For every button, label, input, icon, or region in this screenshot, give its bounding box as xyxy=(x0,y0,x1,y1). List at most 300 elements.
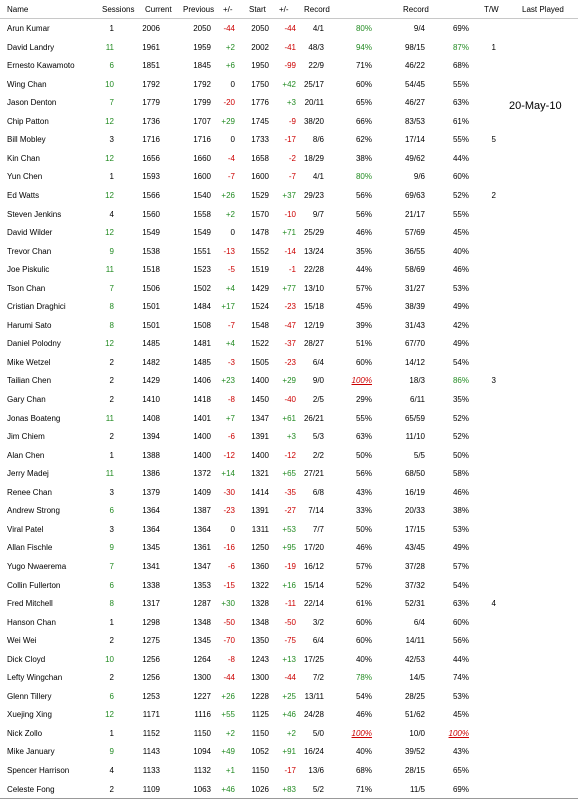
table-row xyxy=(0,520,578,539)
cell-c2: -23 xyxy=(284,357,296,367)
cell-c2: +71 xyxy=(282,228,296,238)
cell-rec2: 98/15 xyxy=(404,42,425,52)
cell-c2: -37 xyxy=(284,339,296,349)
table-row xyxy=(0,19,578,38)
cell-pct2: 55% xyxy=(452,79,469,89)
cell-previous: 1347 xyxy=(193,561,211,571)
cell-pct1: 39% xyxy=(355,320,372,330)
cell-c2: -12 xyxy=(284,450,296,460)
cell-sessions: 10 xyxy=(105,79,114,89)
cell-c1: +2 xyxy=(225,42,235,52)
cell-name: Xuejing Xing xyxy=(7,710,52,720)
cell-c1: +30 xyxy=(221,599,235,609)
cell-sessions: 9 xyxy=(109,543,114,553)
cell-c1: -50 xyxy=(223,617,235,627)
cell-c1: +23 xyxy=(221,376,235,386)
cell-name: Kin Chan xyxy=(7,153,40,163)
table-row xyxy=(0,371,578,390)
cell-sessions: 3 xyxy=(109,487,114,497)
cell-current: 1256 xyxy=(142,654,160,664)
cell-pct1: 61% xyxy=(355,599,372,609)
cell-current: 1394 xyxy=(142,432,160,442)
cell-name: Lefty Wingchan xyxy=(7,673,63,683)
cell-previous: 1348 xyxy=(193,617,211,627)
cell-rec2: 46/27 xyxy=(404,98,425,108)
cell-pct2: 69% xyxy=(452,24,469,33)
cell-pct2: 63% xyxy=(452,98,469,108)
cell-c2: +77 xyxy=(282,283,296,293)
cell-c2: -19 xyxy=(284,561,296,571)
cell-pct1: 29% xyxy=(355,395,372,404)
cell-c2: -14 xyxy=(284,246,296,256)
cell-previous: 2050 xyxy=(193,24,211,33)
cell-rec2: 14/5 xyxy=(409,673,425,683)
cell-c2: +65 xyxy=(282,469,296,479)
cell-tw: 3 xyxy=(491,376,496,386)
cell-rec2: 67/70 xyxy=(404,339,425,349)
cell-pct1: 46% xyxy=(355,710,372,720)
cell-previous: 1418 xyxy=(193,395,211,404)
cell-pct1: 65% xyxy=(355,98,372,108)
cell-rec2: 83/53 xyxy=(404,116,425,126)
cell-rec2: 17/14 xyxy=(404,135,425,145)
cell-start: 1750 xyxy=(251,79,269,89)
cell-pct2: 44% xyxy=(452,654,469,664)
cell-sessions: 1 xyxy=(109,728,114,738)
cell-c2: +37 xyxy=(282,190,296,200)
cell-rec1: 6/8 xyxy=(312,487,324,497)
cell-pct1: 50% xyxy=(355,524,372,534)
cell-previous: 1063 xyxy=(193,784,211,794)
cell-pct1: 40% xyxy=(355,654,372,664)
cell-previous: 1387 xyxy=(193,506,211,516)
cell-rec1: 7/14 xyxy=(308,506,324,516)
cell-sessions: 12 xyxy=(105,710,114,720)
cell-name: Spencer Harrison xyxy=(7,766,70,775)
cell-c1: -7 xyxy=(227,320,235,330)
table-row xyxy=(0,316,578,335)
cell-c1: -30 xyxy=(223,487,235,497)
cell-pct2: 100% xyxy=(448,728,469,738)
cell-start: 1478 xyxy=(251,228,269,238)
cell-c2: -44 xyxy=(284,24,296,33)
table-row xyxy=(0,297,578,316)
cell-pct2: 87% xyxy=(452,42,469,52)
cell-current: 1961 xyxy=(142,42,160,52)
header-last-played: Last Played xyxy=(522,5,564,14)
cell-c1: -44 xyxy=(223,24,235,33)
cell-current: 1152 xyxy=(142,728,160,738)
cell-sessions: 1 xyxy=(109,172,114,182)
cell-name: Jim Chiem xyxy=(7,432,45,442)
cell-previous: 1227 xyxy=(193,691,211,701)
cell-rec1: 48/3 xyxy=(308,42,324,52)
cell-name: David Landry xyxy=(7,42,55,52)
cell-pct2: 58% xyxy=(452,469,469,479)
cell-pct2: 49% xyxy=(452,302,469,312)
cell-start: 1570 xyxy=(251,209,269,219)
cell-rec1: 27/21 xyxy=(303,469,324,479)
cell-c1: +29 xyxy=(221,116,235,126)
table-row xyxy=(0,223,578,242)
cell-rec1: 24/28 xyxy=(303,710,324,720)
cell-c2: +3 xyxy=(286,98,296,108)
cell-c2: -41 xyxy=(284,42,296,52)
cell-previous: 1345 xyxy=(193,636,211,646)
cell-sessions: 8 xyxy=(109,599,114,609)
cell-name: Trevor Chan xyxy=(7,246,52,256)
cell-c2: +61 xyxy=(282,413,296,423)
cell-current: 1317 xyxy=(142,599,160,609)
cell-c1: +4 xyxy=(225,339,235,349)
cell-c2: -9 xyxy=(288,116,296,126)
cell-name: Fred Mitchell xyxy=(7,599,53,609)
cell-rec1: 17/25 xyxy=(303,654,324,664)
cell-current: 1364 xyxy=(142,524,160,534)
cell-name: Nick Zollo xyxy=(7,728,43,738)
cell-rec1: 13/11 xyxy=(304,691,324,701)
cell-rec1: 16/24 xyxy=(303,747,324,757)
cell-start: 1125 xyxy=(251,710,269,720)
cell-previous: 1549 xyxy=(193,228,211,238)
cell-c1: -70 xyxy=(223,636,235,646)
cell-previous: 1287 xyxy=(193,599,211,609)
cell-sessions: 2 xyxy=(109,784,114,794)
cell-sessions: 8 xyxy=(109,320,114,330)
cell-c1: -6 xyxy=(227,432,235,442)
cell-name: Mike January xyxy=(7,747,55,757)
table-row xyxy=(0,594,578,613)
cell-current: 1851 xyxy=(142,61,160,71)
cell-name: David Wilder xyxy=(7,228,53,238)
cell-pct1: 46% xyxy=(355,543,372,553)
cell-start: 1228 xyxy=(251,691,269,701)
cell-start: 1529 xyxy=(251,190,269,200)
header-name: Name xyxy=(7,5,29,14)
cell-rec2: 14/11 xyxy=(405,636,425,646)
cell-c2: +3 xyxy=(286,432,296,442)
cell-start: 1450 xyxy=(251,395,269,404)
cell-sessions: 11 xyxy=(105,469,114,479)
cell-pct2: 53% xyxy=(452,524,469,534)
cell-sessions: 6 xyxy=(109,506,114,516)
cell-rec2: 57/69 xyxy=(404,228,425,238)
cell-current: 1341 xyxy=(142,561,160,571)
cell-pct1: 60% xyxy=(355,79,372,89)
cell-rec1: 13/6 xyxy=(308,766,324,775)
table-row xyxy=(0,38,578,57)
cell-rec2: 21/17 xyxy=(404,209,425,219)
cell-current: 1779 xyxy=(142,98,160,108)
cell-rec2: 39/52 xyxy=(404,747,425,757)
cell-rec1: 9/7 xyxy=(312,209,324,219)
cell-rec2: 31/43 xyxy=(404,320,425,330)
cell-current: 1388 xyxy=(142,450,160,460)
cell-rec1: 7/2 xyxy=(312,673,324,683)
cell-current: 1275 xyxy=(142,636,160,646)
cell-current: 1253 xyxy=(142,691,160,701)
cell-start: 1321 xyxy=(251,469,269,479)
cell-current: 1566 xyxy=(142,190,160,200)
cell-start: 1745 xyxy=(251,116,269,126)
cell-sessions: 8 xyxy=(109,302,114,312)
cell-rec1: 8/6 xyxy=(312,135,324,145)
cell-c1: +55 xyxy=(221,710,235,720)
cell-name: Chip Patton xyxy=(7,116,49,126)
table-row xyxy=(0,112,578,131)
cell-sessions: 11 xyxy=(105,413,114,423)
cell-sessions: 2 xyxy=(109,357,114,367)
cell-previous: 1361 xyxy=(193,543,211,553)
cell-pct2: 52% xyxy=(452,432,469,442)
cell-pct2: 42% xyxy=(452,320,469,330)
cell-rec2: 28/15 xyxy=(404,766,425,775)
cell-sessions: 2 xyxy=(109,636,114,646)
cell-c1: -6 xyxy=(227,561,235,571)
cell-rec1: 6/4 xyxy=(312,357,324,367)
cell-start: 1391 xyxy=(251,506,269,516)
cell-sessions: 10 xyxy=(105,654,114,664)
cell-rec2: 14/12 xyxy=(404,357,425,367)
cell-rec2: 37/32 xyxy=(404,580,425,590)
cell-pct2: 60% xyxy=(452,617,469,627)
cell-sessions: 6 xyxy=(109,580,114,590)
cell-pct2: 60% xyxy=(452,172,469,182)
cell-name: Viral Patel xyxy=(7,524,44,534)
cell-start: 1950 xyxy=(251,61,269,71)
cell-c1: +26 xyxy=(221,190,235,200)
cell-current: 1109 xyxy=(142,784,160,794)
cell-pct2: 38% xyxy=(452,506,469,516)
cell-rec1: 13/24 xyxy=(303,246,324,256)
cell-sessions: 12 xyxy=(105,339,114,349)
header-change1: +/- xyxy=(223,5,233,14)
cell-rec2: 52/31 xyxy=(404,599,425,609)
cell-sessions: 6 xyxy=(109,691,114,701)
cell-rec2: 11/5 xyxy=(410,784,425,794)
cell-pct1: 54% xyxy=(355,691,372,701)
cell-previous: 1116 xyxy=(194,710,211,720)
table-row xyxy=(0,631,578,650)
cell-rec2: 31/27 xyxy=(404,283,425,293)
cell-current: 2006 xyxy=(142,24,160,33)
cell-current: 1501 xyxy=(142,302,160,312)
cell-pct2: 53% xyxy=(452,283,469,293)
cell-c1: -8 xyxy=(227,654,235,664)
cell-previous: 1372 xyxy=(193,469,211,479)
cell-start: 1300 xyxy=(251,673,269,683)
cell-c2: +53 xyxy=(282,524,296,534)
cell-start: 1150 xyxy=(251,766,269,775)
table-row xyxy=(0,501,578,520)
cell-start: 1322 xyxy=(251,580,269,590)
cell-current: 1298 xyxy=(142,617,160,627)
cell-rec2: 9/4 xyxy=(413,24,425,33)
cell-sessions: 12 xyxy=(105,153,114,163)
cell-previous: 1551 xyxy=(193,246,211,256)
cell-current: 1501 xyxy=(142,320,160,330)
cell-sessions: 3 xyxy=(109,524,114,534)
cell-pct2: 54% xyxy=(452,580,469,590)
cell-c1: -8 xyxy=(227,395,235,404)
cell-current: 1485 xyxy=(142,339,160,349)
cell-start: 1519 xyxy=(251,265,269,275)
cell-c1: -7 xyxy=(227,172,235,182)
table-row xyxy=(0,464,578,483)
cell-start: 1360 xyxy=(251,561,269,571)
cell-start: 1522 xyxy=(251,339,269,349)
header-row xyxy=(0,0,578,19)
cell-pct2: 53% xyxy=(452,691,469,701)
header-start: Start xyxy=(249,5,266,14)
cell-c1: 0 xyxy=(230,79,235,89)
cell-tw: 4 xyxy=(491,599,496,609)
cell-name: Jerry Madej xyxy=(7,469,49,479)
cell-rec1: 12/19 xyxy=(303,320,324,330)
cell-start: 2050 xyxy=(251,24,269,33)
cell-name: Jonas Boateng xyxy=(7,413,61,423)
cell-sessions: 2 xyxy=(109,673,114,683)
table-row xyxy=(0,427,578,446)
cell-previous: 1353 xyxy=(193,580,211,590)
cell-rec1: 3/2 xyxy=(312,617,324,627)
cell-sessions: 11 xyxy=(105,265,114,275)
table-row xyxy=(0,483,578,502)
cell-pct2: 52% xyxy=(452,413,469,423)
cell-pct1: 71% xyxy=(355,784,372,794)
cell-c2: +2 xyxy=(286,728,296,738)
cell-name: Steven Jenkins xyxy=(7,209,62,219)
cell-pct2: 55% xyxy=(452,135,469,145)
cell-current: 1379 xyxy=(142,487,160,497)
cell-previous: 1481 xyxy=(193,339,211,349)
cell-pct1: 68% xyxy=(355,766,372,775)
cell-name: Celeste Fong xyxy=(7,784,55,794)
cell-sessions: 7 xyxy=(109,98,114,108)
cell-current: 1429 xyxy=(142,376,160,386)
cell-current: 1716 xyxy=(142,135,160,145)
cell-rec2: 6/4 xyxy=(413,617,425,627)
cell-rec1: 2/5 xyxy=(312,395,324,404)
cell-start: 1243 xyxy=(251,654,269,664)
cell-c1: +14 xyxy=(221,469,235,479)
table-row xyxy=(0,149,578,168)
cell-c2: -17 xyxy=(284,135,296,145)
cell-previous: 1959 xyxy=(193,42,211,52)
cell-c2: +16 xyxy=(282,580,296,590)
cell-pct1: 100% xyxy=(351,728,372,738)
cell-pct2: 63% xyxy=(452,599,469,609)
cell-c1: +49 xyxy=(221,747,235,757)
cell-sessions: 6 xyxy=(109,61,114,71)
cell-pct2: 74% xyxy=(452,673,469,683)
cell-c2: +13 xyxy=(282,654,296,664)
cell-rec1: 22/28 xyxy=(303,265,324,275)
cell-rec1: 6/4 xyxy=(312,636,324,646)
table-row xyxy=(0,705,578,724)
cell-previous: 1845 xyxy=(193,61,211,71)
cell-pct1: 78% xyxy=(355,673,372,683)
cell-name: Ernesto Kawamoto xyxy=(7,61,75,71)
cell-sessions: 11 xyxy=(105,42,114,52)
table-row xyxy=(0,56,578,75)
table-row xyxy=(0,130,578,149)
cell-rec2: 58/69 xyxy=(404,265,425,275)
cell-rec2: 9/6 xyxy=(413,172,425,182)
cell-start: 1400 xyxy=(251,376,269,386)
cell-pct1: 63% xyxy=(355,432,372,442)
cell-pct1: 57% xyxy=(355,561,372,571)
table-row xyxy=(0,780,578,799)
cell-current: 1256 xyxy=(142,673,160,683)
cell-c1: -13 xyxy=(223,246,235,256)
cell-c2: -10 xyxy=(284,209,296,219)
cell-c2: -47 xyxy=(284,320,296,330)
cell-c1: -16 xyxy=(223,543,235,553)
cell-start: 1150 xyxy=(251,728,269,738)
cell-rec1: 13/10 xyxy=(303,283,324,293)
cell-rec2: 20/33 xyxy=(404,506,425,516)
cell-start: 1350 xyxy=(251,636,269,646)
cell-name: Alan Chen xyxy=(7,450,45,460)
cell-pct2: 69% xyxy=(452,784,469,794)
cell-start: 1052 xyxy=(251,747,269,757)
cell-name: Hanson Chan xyxy=(7,617,56,627)
cell-previous: 1401 xyxy=(193,413,211,423)
cell-previous: 1409 xyxy=(193,487,211,497)
cell-start: 1250 xyxy=(251,543,269,553)
table-row xyxy=(0,75,578,94)
table-row xyxy=(0,613,578,632)
cell-c1: -4 xyxy=(227,153,235,163)
cell-pct1: 56% xyxy=(355,190,372,200)
cell-c2: -75 xyxy=(284,636,296,646)
cell-c2: -50 xyxy=(284,617,296,627)
cell-pct1: 56% xyxy=(355,209,372,219)
cell-current: 1386 xyxy=(142,469,160,479)
cell-name: Jason Denton xyxy=(7,98,57,108)
table-row xyxy=(0,167,578,186)
cell-c1: -44 xyxy=(223,673,235,683)
cell-pct1: 60% xyxy=(355,617,372,627)
cell-c2: -40 xyxy=(284,395,296,404)
cell-sessions: 1 xyxy=(109,450,114,460)
cell-name: Dick Cloyd xyxy=(7,654,46,664)
cell-c1: +6 xyxy=(225,61,235,71)
cell-c1: -20 xyxy=(223,98,235,108)
cell-previous: 1406 xyxy=(193,376,211,386)
cell-pct1: 50% xyxy=(355,450,372,460)
cell-start: 1776 xyxy=(251,98,269,108)
cell-start: 1414 xyxy=(251,487,269,497)
cell-start: 1026 xyxy=(251,784,269,794)
cell-previous: 1508 xyxy=(193,320,211,330)
cell-rec2: 54/45 xyxy=(404,79,425,89)
cell-rec1: 22/9 xyxy=(308,61,324,71)
cell-c1: +2 xyxy=(225,728,235,738)
table-row xyxy=(0,687,578,706)
cell-pct1: 57% xyxy=(355,283,372,293)
cell-rec2: 68/50 xyxy=(404,469,425,479)
header-sessions: Sessions xyxy=(102,5,135,14)
cell-c2: -17 xyxy=(284,766,296,775)
cell-pct1: 80% xyxy=(355,24,372,33)
cell-name: Allan Fischle xyxy=(7,543,53,553)
cell-current: 1171 xyxy=(142,710,160,720)
cell-current: 1408 xyxy=(142,413,160,423)
cell-rec2: 11/10 xyxy=(405,432,425,442)
cell-pct1: 62% xyxy=(355,135,372,145)
